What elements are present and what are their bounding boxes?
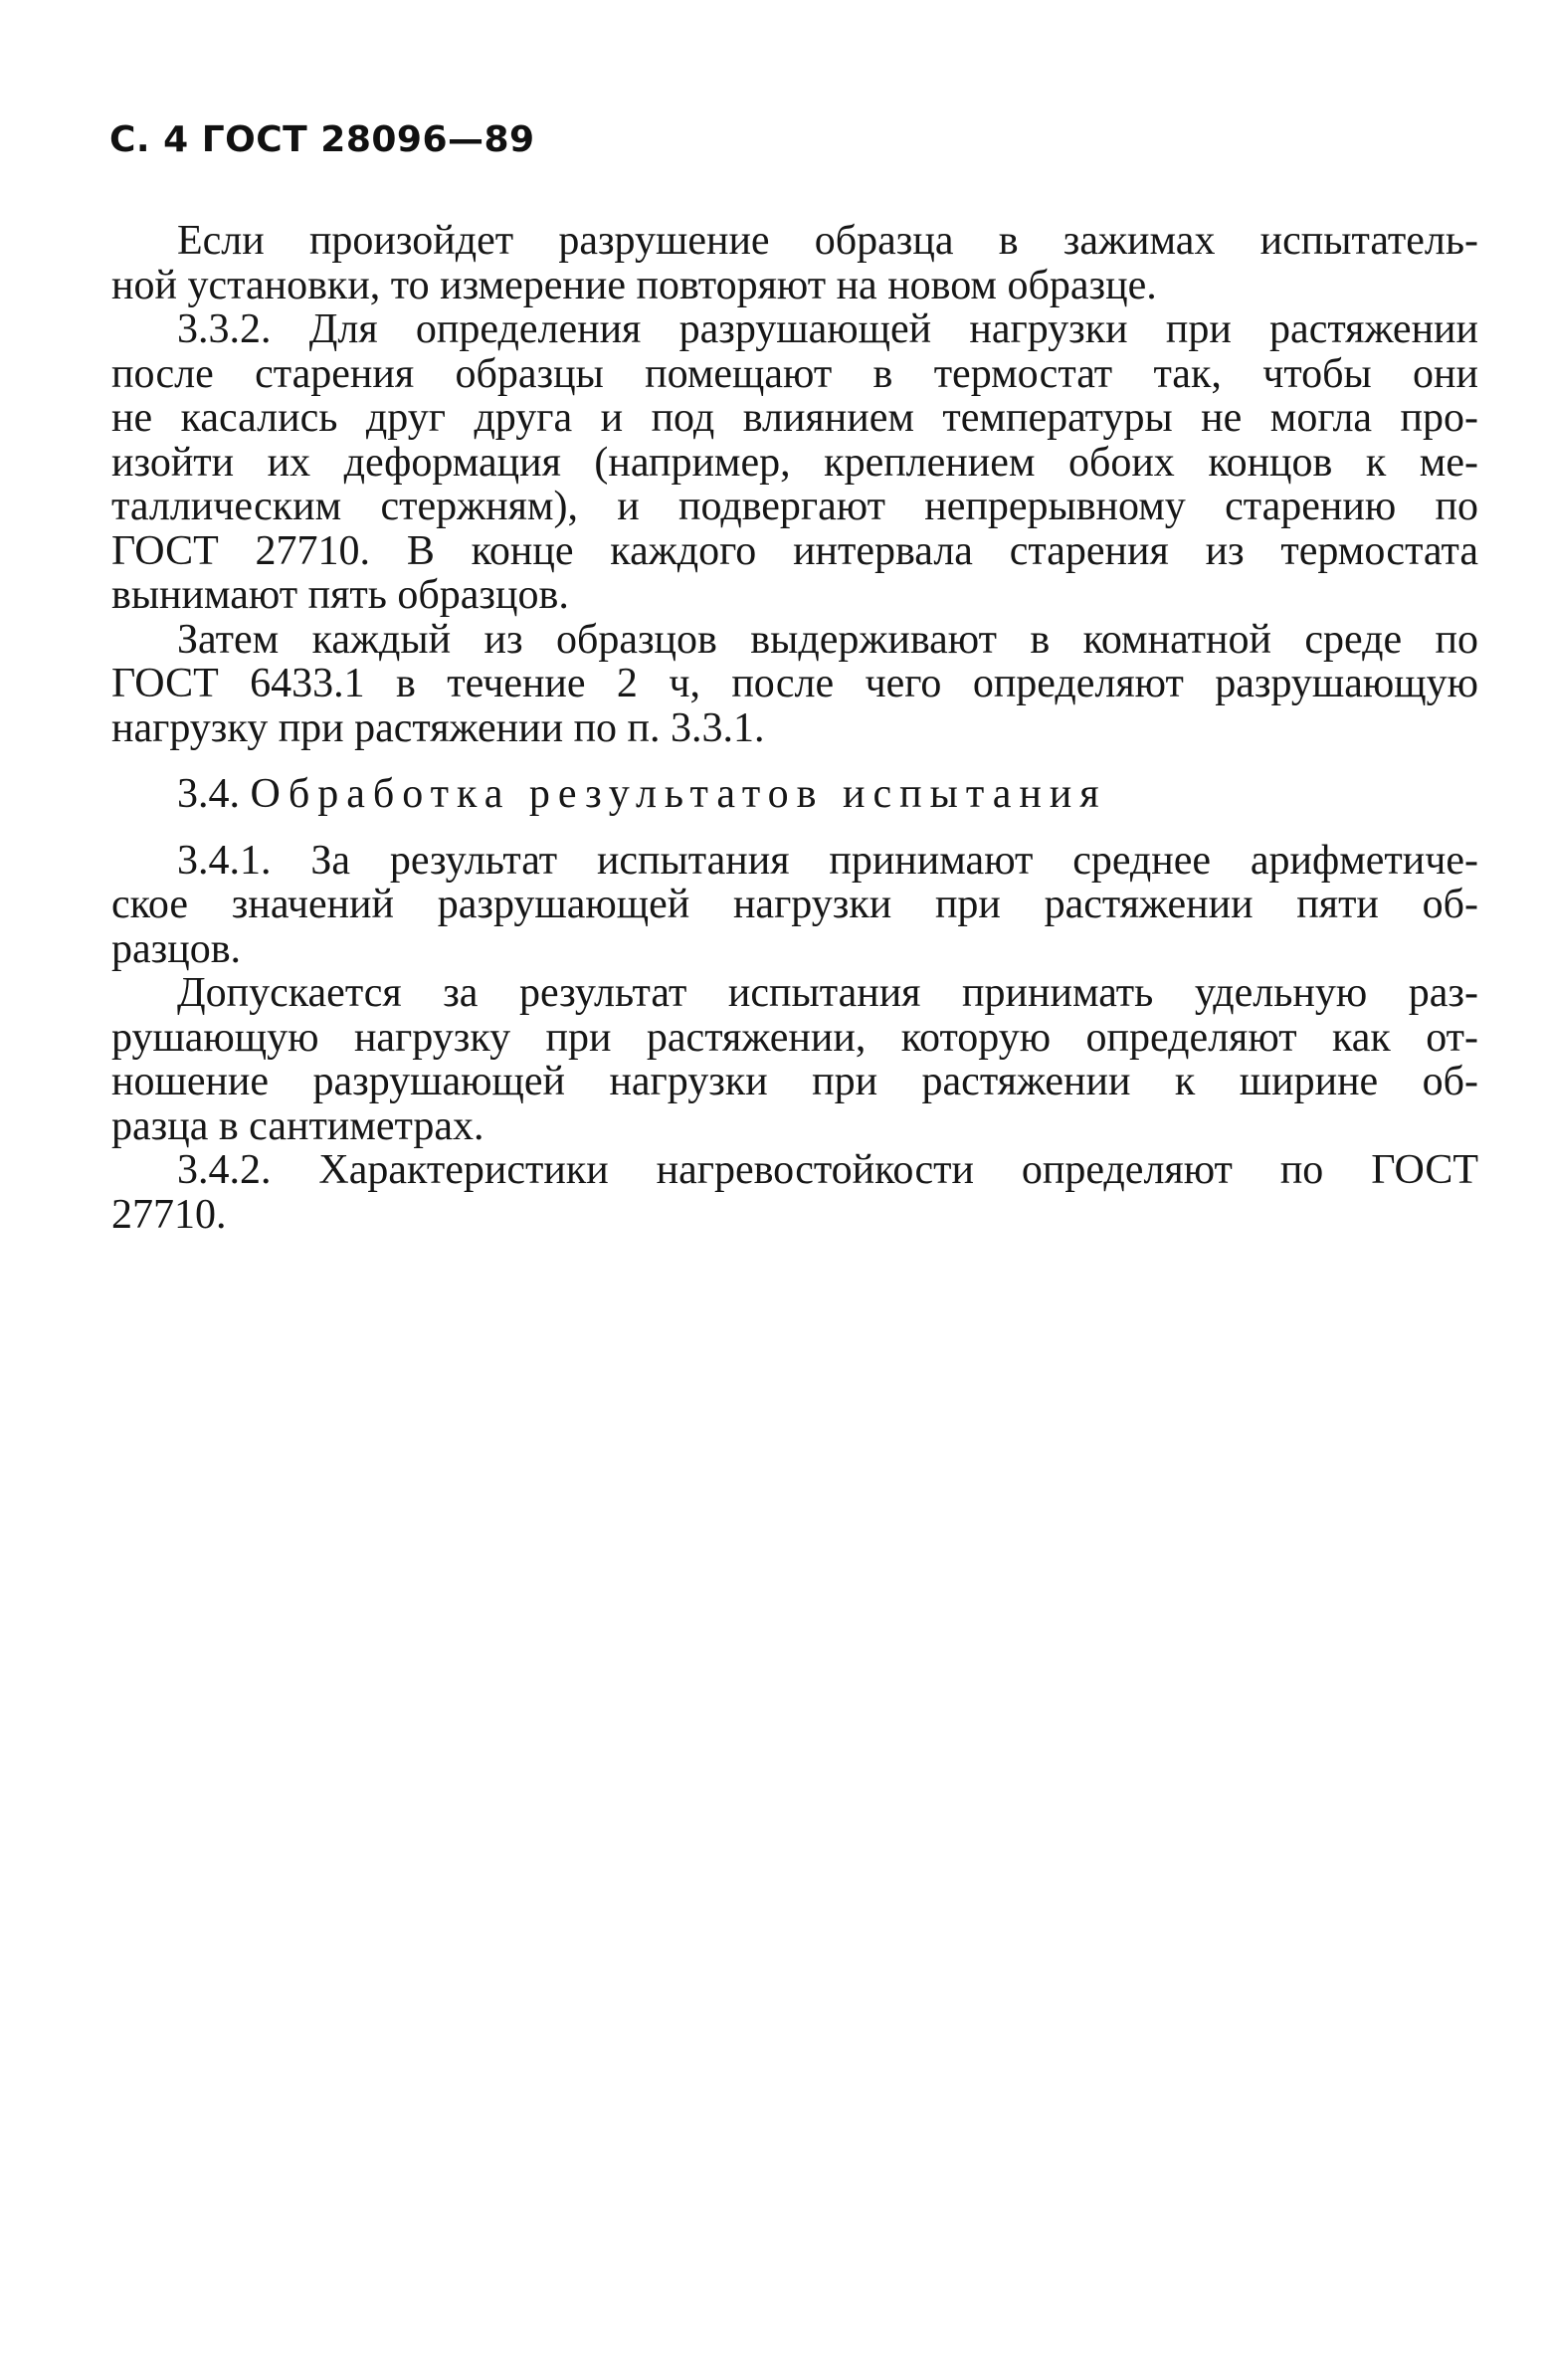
text-line: таллическим стержням), и подвергают непрерывному старению по	[111, 484, 1478, 529]
text-line: 27710.	[111, 1191, 227, 1238]
text-line: ское значений разрушающей нагрузки при растяжении пяти об-	[111, 882, 1478, 927]
text-line: вынимают пять образцов.	[111, 572, 569, 618]
text-line: ГОСТ 6433.1 в течение 2 ч, после чего определяют разрушающую	[111, 661, 1478, 706]
text-line: Если произойдет разрушение образца в зажимах испытатель-	[177, 218, 1478, 264]
text-line: рушающую нагрузку при растяжении, которую определяют как от-	[111, 1014, 1478, 1061]
text-line: после старения образцы помещают в термостат так, чтобы они	[111, 350, 1478, 397]
text-line: ной установки, то измерение повторяют на новом образце.	[111, 262, 1157, 308]
running-head: С. 4 ГОСТ 28096—89	[109, 119, 535, 160]
paragraph-specific-load	[111, 971, 1478, 1148]
text-line: нагрузку при растяжении по п. 3.3.1.	[111, 704, 765, 751]
text-line: 3.4.2. Характеристики нагревостойкости определяют по ГОСТ	[177, 1147, 1478, 1193]
paragraph-conditioning	[111, 618, 1478, 751]
text-line: ГОСТ 27710. В конце каждого интервала старения из термостата	[111, 527, 1478, 574]
text-line: 3.3.2. Для определения разрушающей нагрузки при растяжении	[177, 306, 1478, 352]
text-line: Допускается за результат испытания принимать удельную раз-	[177, 970, 1478, 1016]
text-line: не касались друг друга и под влиянием температуры не могла про-	[111, 395, 1478, 441]
text-line: ношение разрушающей нагрузки при растяжении к ширине об-	[111, 1059, 1478, 1104]
text-line: разца в сантиметрах.	[111, 1102, 484, 1149]
paragraph-3-4-2	[111, 1148, 1478, 1237]
paragraph-3-3-2	[111, 307, 1478, 618]
text-line: 3.4.1. За результат испытания принимают среднее арифметиче-	[177, 837, 1478, 884]
text-line: Затем каждый из образцов выдерживают в комнатной среде по	[177, 616, 1478, 663]
paragraph-specimen-break	[111, 219, 1478, 307]
section-title: Обработка результатов испытания	[250, 771, 1107, 817]
body-text	[111, 219, 1478, 1237]
paragraph-3-4-1	[111, 839, 1478, 972]
text-line: изойти их деформация (например, креплением обоих концов к ме-	[111, 439, 1478, 486]
section-heading-3-4	[111, 772, 1478, 817]
section-number: 3.4.	[177, 771, 240, 817]
text-line: разцов.	[111, 925, 242, 972]
